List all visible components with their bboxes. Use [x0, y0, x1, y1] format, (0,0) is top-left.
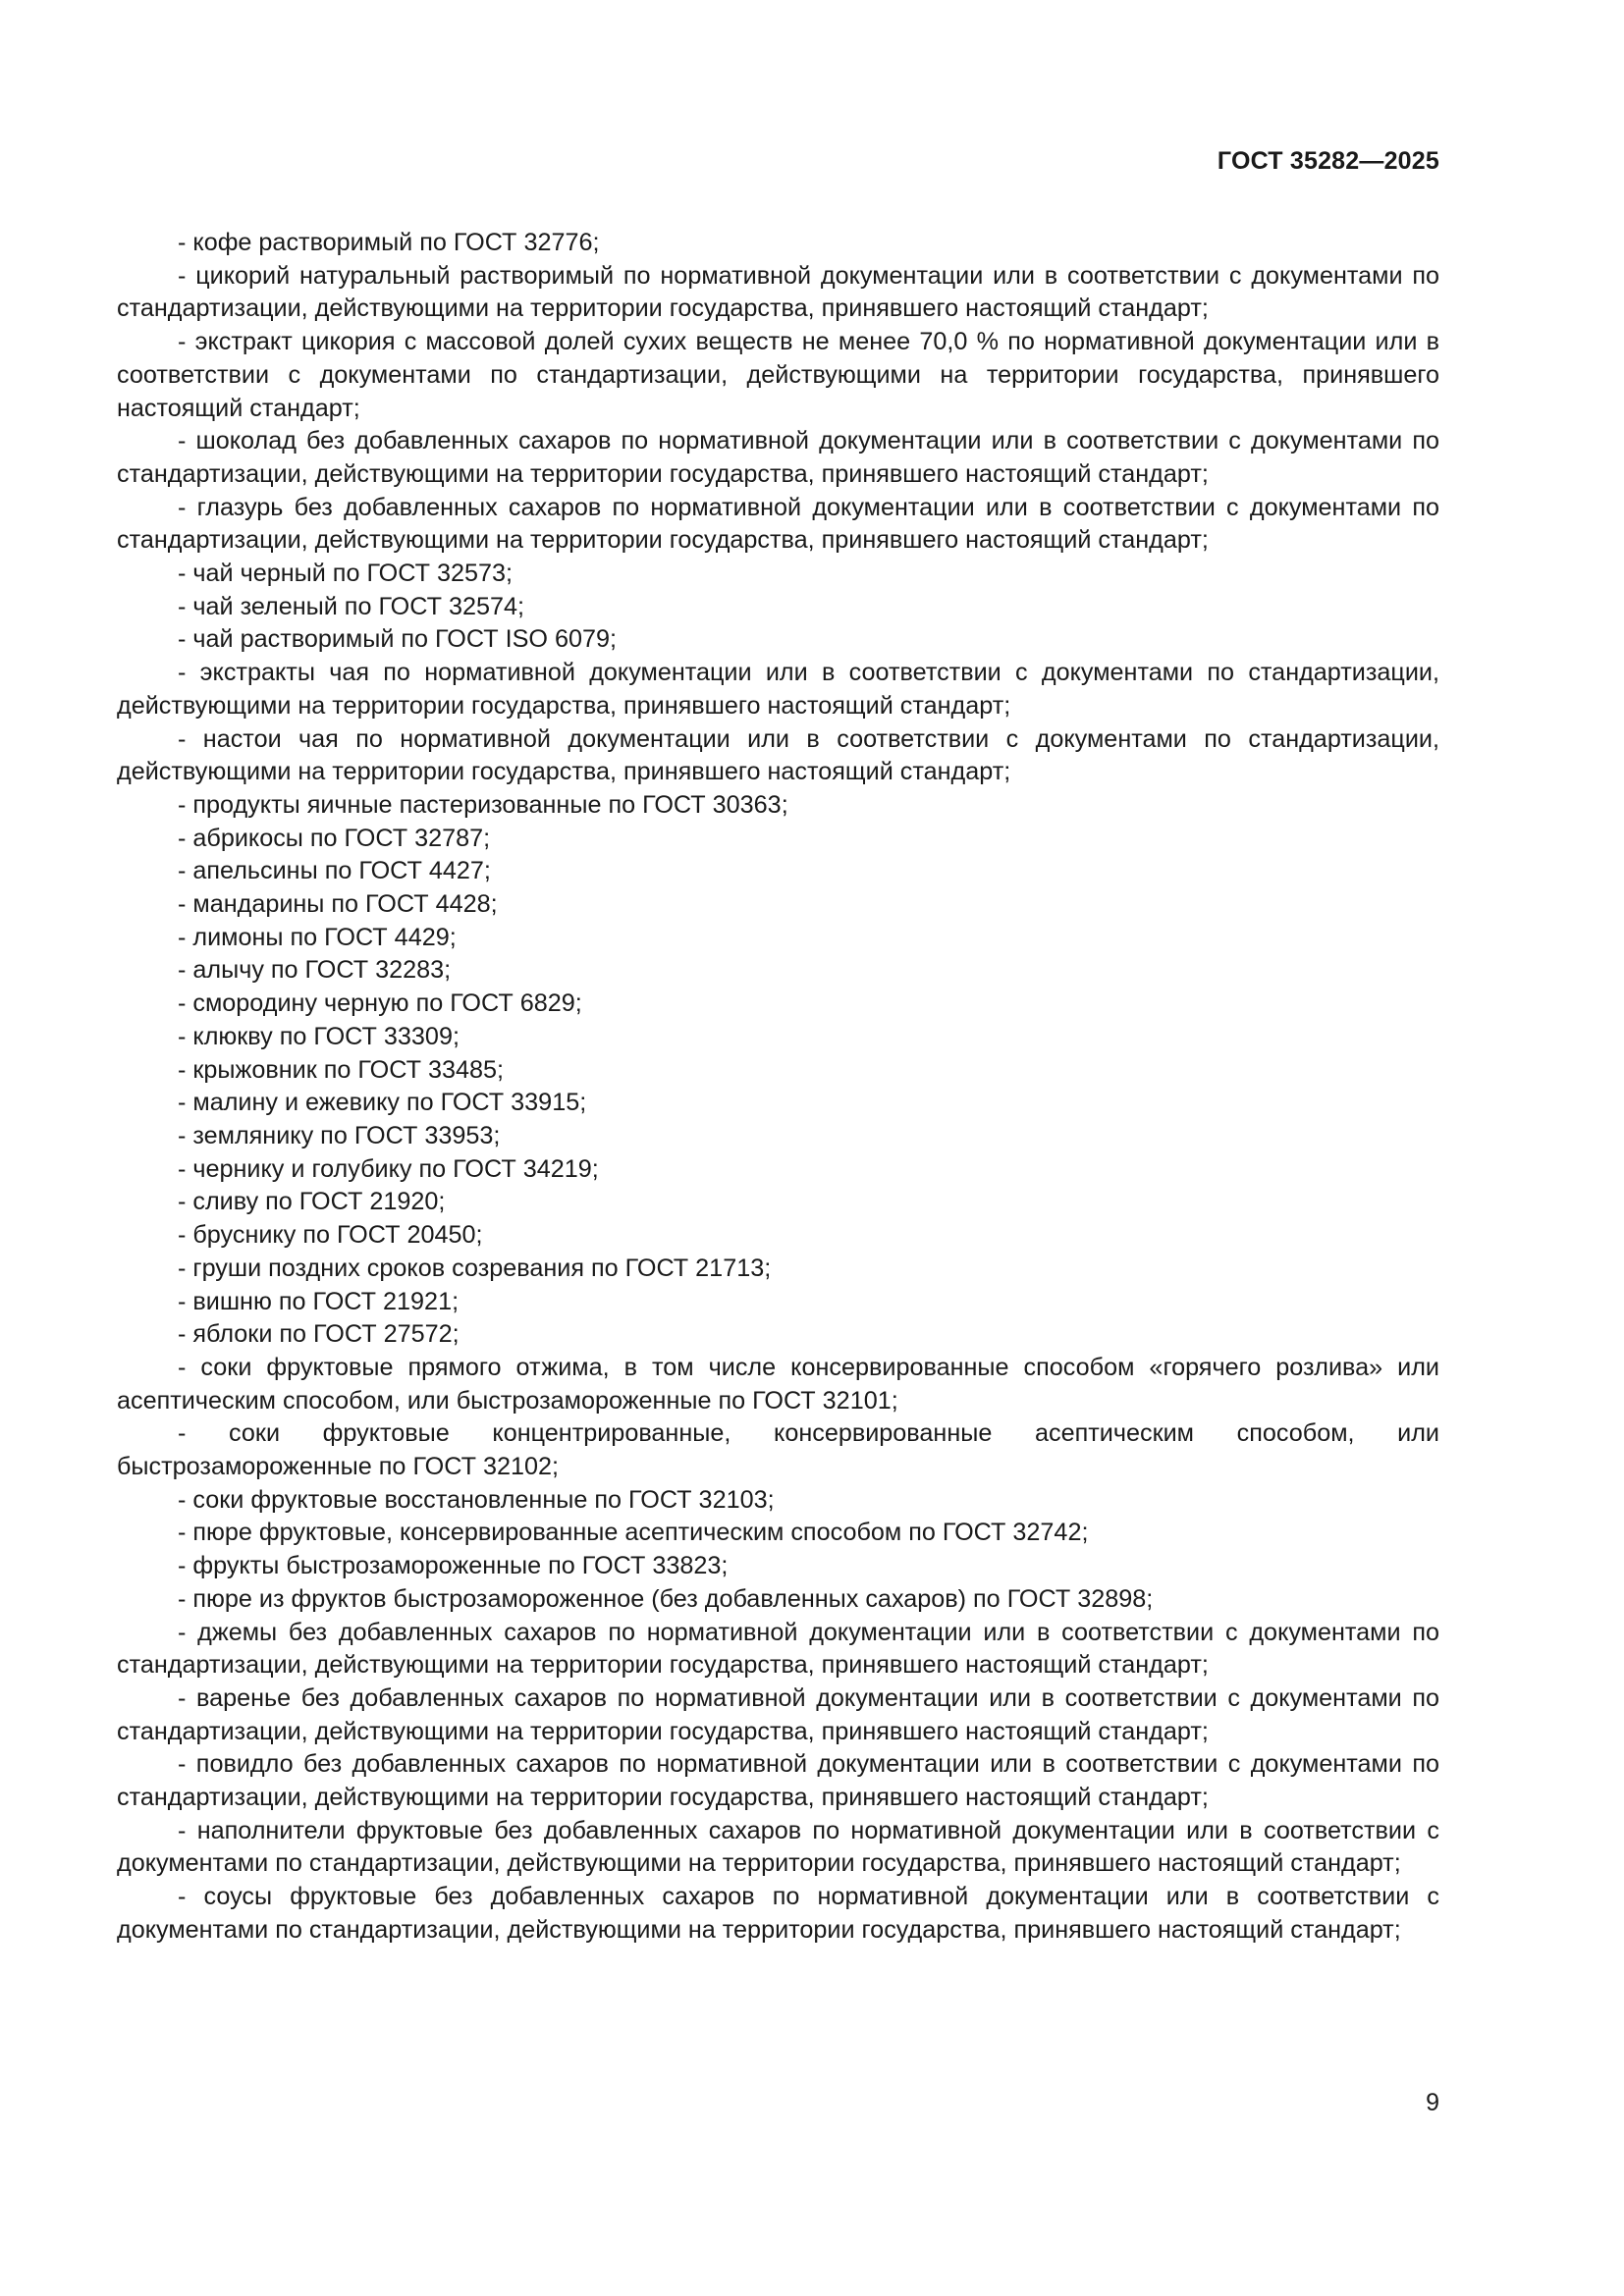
- list-item: - груши поздних сроков созревания по ГОСТ 21713;: [178, 1254, 772, 1282]
- list-item: - соки фруктовые восстановленные по ГОСТ 32103;: [178, 1485, 775, 1514]
- list-item: - мандарины по ГОСТ 4428;: [178, 890, 498, 919]
- list-item: - экстракт цикория с массовой долей сухих веществ не менее 70,0 % по нормативной документации или в соответствии с документами по стандартизации, действующими на территории государства, принявшего настоящий стандарт;: [117, 328, 1439, 422]
- list-item: - абрикосы по ГОСТ 32787;: [178, 824, 491, 852]
- list-item: - чай зеленый по ГОСТ 32574;: [178, 592, 525, 620]
- list-item: - апельсины по ГОСТ 4427;: [178, 857, 491, 885]
- list-item: - кофе растворимый по ГОСТ 32776;: [178, 229, 600, 256]
- list-item: - шоколад без добавленных сахаров по нормативной документации или в соответствии с документами по стандартизации, действующими на территории государства, принявшего настоящий стандарт;: [117, 427, 1439, 488]
- list-item: - землянику по ГОСТ 33953;: [178, 1121, 501, 1149]
- list-item: - экстракты чая по нормативной документации или в соответствии с документами по стандартизации, действующими на территории государства, принявшего настоящий стандарт;: [117, 659, 1439, 720]
- list-item: - лимоны по ГОСТ 4429;: [178, 923, 457, 951]
- list-item: - джемы без добавленных сахаров по нормативной документации или в соответствии с документами по стандартизации, действующими на территории государства, принявшего настоящий стандарт;: [117, 1618, 1439, 1680]
- list-body: [117, 227, 1439, 1948]
- list-item: - клюкву по ГОСТ 33309;: [178, 1022, 460, 1050]
- list-item: - продукты яичные пастеризованные по ГОСТ 30363;: [178, 790, 788, 819]
- list-item: - пюре из фруктов быстрозамороженное (без добавленных сахаров) по ГОСТ 32898;: [178, 1584, 1154, 1613]
- list-item: - малину и ежевику по ГОСТ 33915;: [178, 1089, 587, 1117]
- list-item: - чай растворимый по ГОСТ ISO 6079;: [178, 625, 618, 654]
- list-item: - варенье без добавленных сахаров по нормативной документации или в соответствии с документами по стандартизации, действующими на территории государства, принявшего настоящий стандарт;: [117, 1683, 1439, 1745]
- document-header-id: ГОСТ 35282—2025: [1217, 147, 1439, 175]
- list-item: - цикорий натуральный растворимый по нормативной документации или в соответствии с документами по стандартизации, действующими на территории государства, принявшего настоящий стандарт;: [117, 261, 1439, 323]
- list-item: - алычу по ГОСТ 32283;: [178, 956, 452, 985]
- page-number: 9: [1426, 2089, 1439, 2116]
- list-item: - наполнители фруктовые без добавленных сахаров по нормативной документации или в соответствии с документами по стандартизации, действующими на территории государства, принявшего настоящий стандарт;: [117, 1816, 1439, 1878]
- list-item: - настои чая по нормативной документации или в соответствии с документами по стандартизации, действующими на территории государства, принявшего настоящий стандарт;: [117, 724, 1439, 786]
- list-item: - бруснику по ГОСТ 20450;: [178, 1221, 483, 1250]
- list-item: - соки фруктовые прямого отжима, в том числе консервированные способом «горячего розлива» или асептическим способом, или быстрозамороженные по ГОСТ 32101;: [117, 1353, 1439, 1415]
- list-item: - повидло без добавленных сахаров по нормативной документации или в соответствии с документами по стандартизации, действующими на территории государства, принявшего настоящий стандарт;: [117, 1750, 1439, 1812]
- list-item: - яблоки по ГОСТ 27572;: [178, 1320, 460, 1349]
- list-item: - крыжовник по ГОСТ 33485;: [178, 1055, 504, 1084]
- list-item: - вишню по ГОСТ 21921;: [178, 1287, 460, 1315]
- list-item: - чай черный по ГОСТ 32573;: [178, 560, 514, 588]
- list-item: - чернику и голубику по ГОСТ 34219;: [178, 1154, 599, 1183]
- list-item: - глазурь без добавленных сахаров по нормативной документации или в соответствии с документами по стандартизации, действующими на территории государства, принявшего настоящий стандарт;: [117, 493, 1439, 555]
- list-item: - пюре фруктовые, консервированные асептическим способом по ГОСТ 32742;: [178, 1519, 1089, 1547]
- list-item: - фрукты быстрозамороженные по ГОСТ 33823;: [178, 1552, 729, 1580]
- list-item: - сливу по ГОСТ 21920;: [178, 1188, 446, 1216]
- list-item: - соки фруктовые концентрированные, консервированные асептическим способом, или быстрозамороженные по ГОСТ 32102;: [117, 1419, 1439, 1481]
- list-item: - смородину черную по ГОСТ 6829;: [178, 989, 582, 1018]
- list-item: - соусы фруктовые без добавленных сахаров по нормативной документации или в соответствии с документами по стандартизации, действующими на территории государства, принявшего настоящий стандарт;: [117, 1883, 1439, 1944]
